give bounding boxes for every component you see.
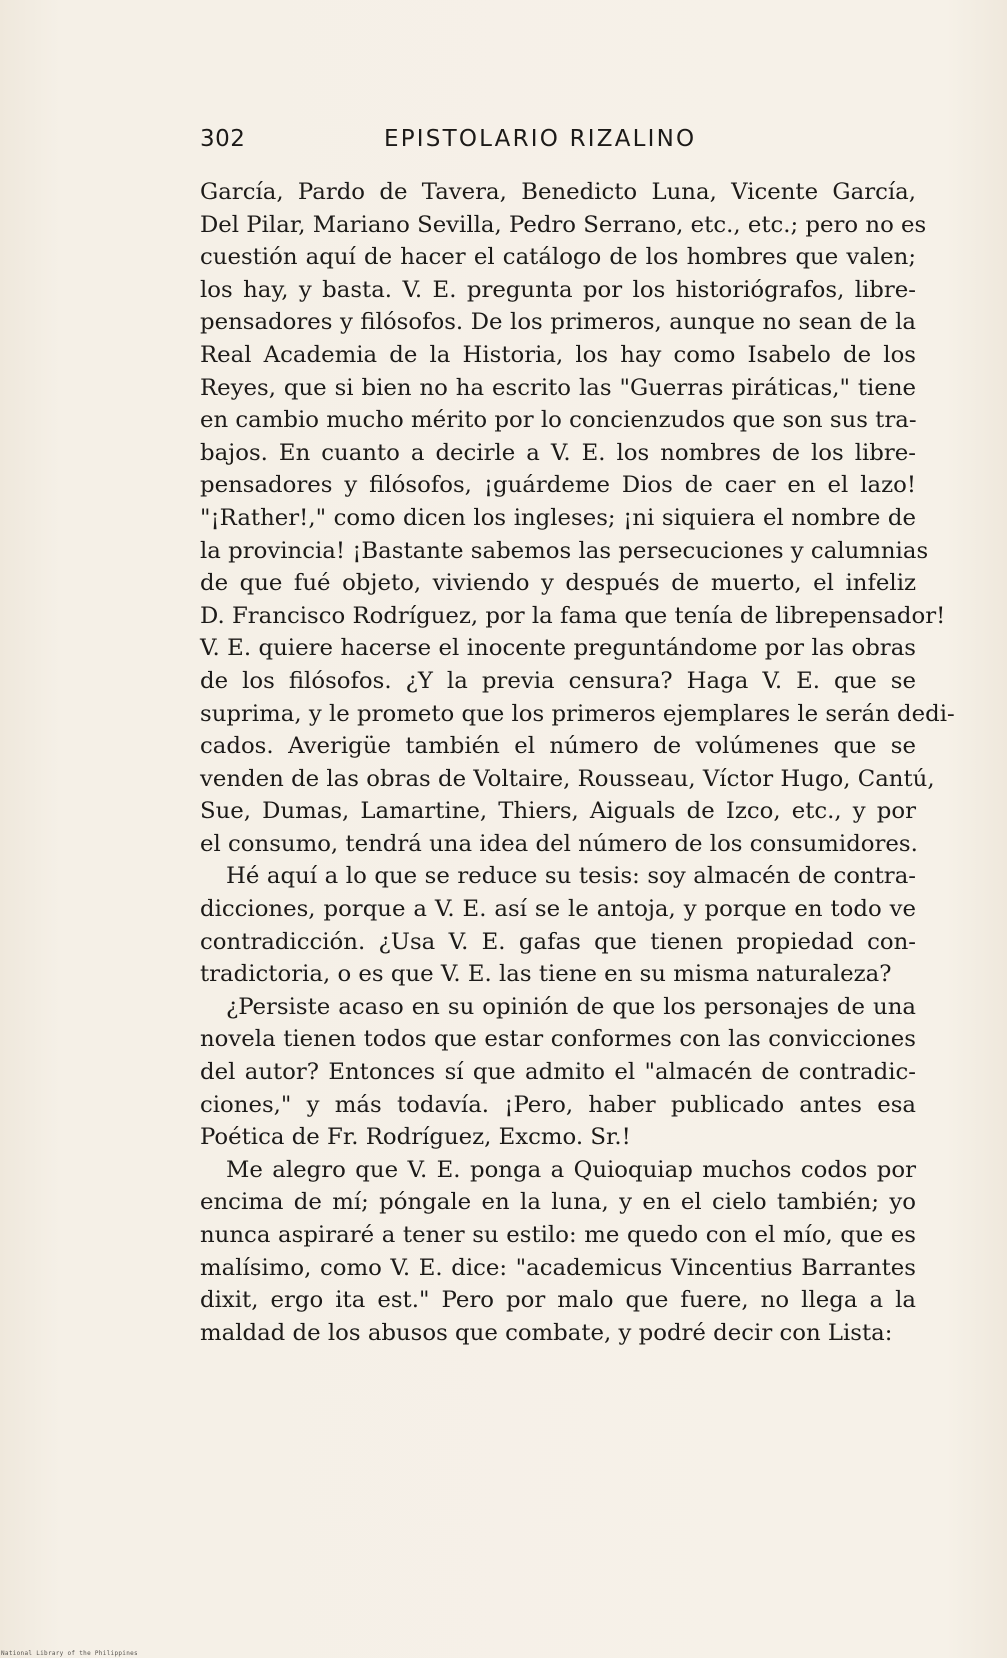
text-line: Me alegro que V. E. ponga a Quioquiap muchos codos por — [226, 1156, 916, 1183]
text-line: maldad de los abusos que combate, y podré decir con Lista: — [200, 1319, 893, 1346]
text-line: Sue, Dumas, Lamartine, Thiers, Aiguals de Izco, etc., y por — [200, 798, 916, 825]
text-line: Poética de Fr. Rodríguez, Excmo. Sr.! — [200, 1124, 631, 1151]
text-line: "¡Rather!," como dicen los ingleses; ¡ni siquiera el nombre de — [200, 504, 916, 531]
text-line: nunca aspiraré a tener su estilo: me quedo con el mío, que es — [200, 1222, 916, 1248]
text-line: contradicción. ¿Usa V. E. gafas que tienen propiedad con- — [200, 928, 916, 955]
text-line: venden de las obras de Voltaire, Rousseau, Víctor Hugo, Cantú, — [200, 765, 935, 792]
text-line: D. Francisco Rodríguez, por la fama que tenía de librepensador! — [200, 602, 946, 629]
text-line: Reyes, que si bien no ha escrito las "Guerras piráticas," tiene — [200, 374, 916, 401]
text-line: ¿Persiste acaso en su opinión de que los personajes de una — [226, 993, 916, 1020]
text-line: García, Pardo de Tavera, Benedicto Luna, Vicente García, — [200, 179, 916, 205]
text-line: tradictoria, o es que V. E. las tiene en su misma naturaleza? — [200, 961, 892, 988]
page-header — [200, 126, 920, 166]
text-line: Real Academia de la Historia, los hay como Isabelo de los — [200, 341, 916, 368]
text-line: cuestión aquí de hacer el catálogo de los hombres que valen; — [200, 244, 916, 271]
running-title: EPISTOLARIO RIZALINO — [384, 126, 697, 152]
text-line: malísimo, como V. E. dice: "academicus Vincentius Barrantes — [200, 1254, 916, 1281]
page-number: 302 — [200, 126, 246, 152]
text-line: los hay, y basta. V. E. pregunta por los historiógrafos, libre- — [200, 276, 916, 303]
text-line: pensadores y filósofos, ¡guárdeme Dios de caer en el lazo! — [200, 472, 916, 499]
text-line: dicciones, porque a V. E. así se le antoja, y porque en todo ve — [200, 896, 916, 923]
text-line: cados. Averigüe también el número de volúmenes que se — [200, 733, 916, 760]
text-line: ciones," y más todavía. ¡Pero, haber publicado antes esa — [200, 1091, 916, 1118]
text-line: novela tienen todos que estar conformes con las convicciones — [200, 1026, 916, 1053]
scan-credit: National Library of the Philippines — [1, 1650, 138, 1657]
text-line: del autor? Entonces sí que admito el "almacén de contradic- — [200, 1059, 916, 1086]
text-line: Hé aquí a lo que se reduce su tesis: soy almacén de contra- — [226, 863, 916, 890]
text-line: en cambio mucho mérito por lo concienzudos que son sus tra- — [200, 407, 917, 434]
text-line: de que fué objeto, viviendo y después de muerto, el infeliz — [200, 570, 916, 597]
text-line: V. E. quiere hacerse el inocente preguntándome por las obras — [200, 635, 916, 662]
text-line: suprima, y le prometo que los primeros ejemplares le serán dedi- — [200, 700, 955, 727]
text-line: encima de mí; póngale en la luna, y en el cielo también; yo — [200, 1189, 916, 1216]
text-line: bajos. En cuanto a decirle a V. E. los nombres de los libre- — [200, 439, 916, 466]
text-line: de los filósofos. ¿Y la previa censura? Haga V. E. que se — [200, 667, 916, 694]
text-line: Del Pilar, Mariano Sevilla, Pedro Serrano, etc., etc.; pero no es — [200, 211, 927, 238]
text-line: el consumo, tendrá una idea del número de los consumidores. — [200, 830, 918, 857]
body-text — [200, 176, 955, 1349]
text-line: la provincia! ¡Bastante sabemos las persecuciones y calumnias — [200, 537, 929, 564]
text-line: pensadores y filósofos. De los primeros, aunque no sean de la — [200, 309, 916, 336]
text-line: dixit, ergo ita est." Pero por malo que fuere, no llega a la — [200, 1287, 916, 1314]
